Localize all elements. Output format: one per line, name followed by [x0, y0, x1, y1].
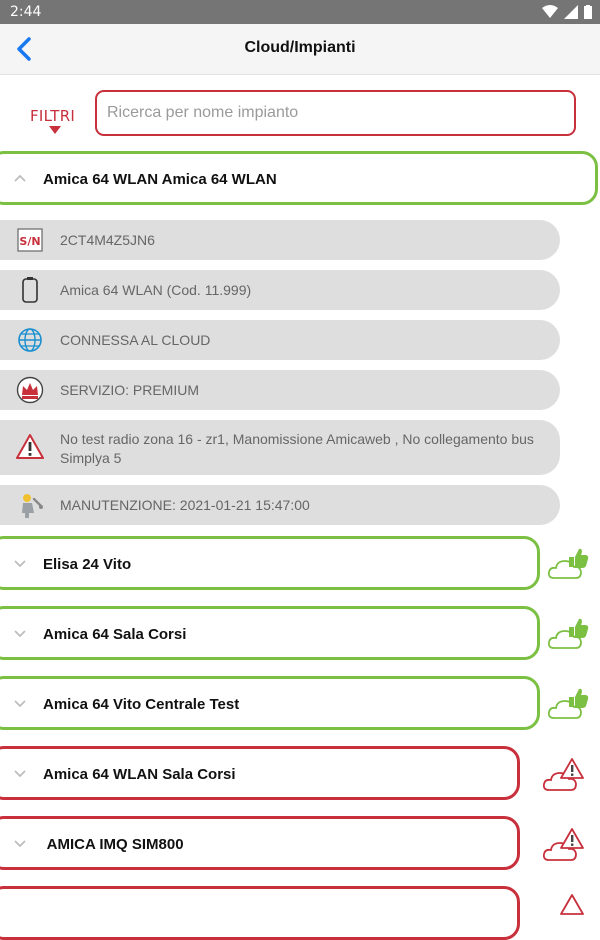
cloud-warning-icon [541, 756, 591, 796]
crown-icon [16, 376, 44, 404]
plant-name: Amica 64 Vito Centrale Test [43, 696, 240, 713]
detail-connection [0, 320, 560, 360]
status-time: 2:44 [10, 4, 42, 20]
globe-icon [16, 326, 44, 354]
plant-card[interactable] [0, 676, 540, 730]
plant-name: Amica 64 Sala Corsi [43, 626, 187, 643]
plant-name: Amica 64 WLAN Amica 64 WLAN [43, 171, 277, 188]
filters-button[interactable]: FILTRI [30, 107, 76, 125]
cloud-ok-icon [546, 686, 596, 726]
chevron-down-icon[interactable] [13, 628, 27, 638]
search-input[interactable] [95, 90, 576, 136]
warning-icon [16, 433, 44, 461]
detail-serial [0, 220, 560, 260]
filters-dropdown-icon[interactable] [49, 126, 61, 134]
detail-alarms-text: No test radio zona 16 - zr1, Manomissione Amicaweb , No collegamento bus Simplya 5 [60, 431, 534, 466]
signal-icon [564, 5, 578, 19]
device-icon [16, 276, 44, 304]
plant-card[interactable] [0, 536, 540, 590]
plant-card[interactable] [0, 816, 520, 870]
detail-connection-text: CONNESSA AL CLOUD [60, 332, 211, 348]
wifi-icon [542, 5, 558, 19]
detail-maintenance-text: MANUTENZIONE: 2021-01-21 15:47:00 [60, 497, 310, 513]
detail-alarms [0, 420, 560, 475]
detail-maintenance [0, 485, 560, 525]
chevron-down-icon[interactable] [13, 558, 27, 568]
plant-card-partial[interactable] [0, 886, 520, 940]
svg-text:S/N: S/N [19, 235, 41, 248]
status-icons [542, 4, 592, 20]
maintenance-icon [16, 491, 44, 519]
chevron-down-icon[interactable] [13, 768, 27, 778]
plant-card[interactable] [0, 746, 520, 800]
cloud-ok-icon [546, 546, 596, 586]
detail-service [0, 370, 560, 410]
plant-name: AMICA IMQ SIM800 [43, 836, 184, 853]
battery-icon [584, 5, 592, 19]
chevron-down-icon[interactable] [13, 838, 27, 848]
chevron-down-icon[interactable] [13, 698, 27, 708]
detail-model-text: Amica 64 WLAN (Cod. 11.999) [60, 282, 252, 298]
page-title: Cloud/Impianti [244, 39, 356, 56]
plant-name: Amica 64 WLAN Sala Corsi [43, 766, 236, 783]
detail-service-text: SERVIZIO: PREMIUM [60, 382, 199, 398]
app-bar [0, 24, 600, 75]
chevron-up-icon[interactable] [13, 173, 27, 183]
plant-card[interactable] [0, 606, 540, 660]
detail-model [0, 270, 560, 310]
cloud-ok-icon [546, 616, 596, 656]
status-bar [0, 0, 600, 24]
plant-name: Elisa 24 Vito [43, 556, 132, 573]
plant-card-expanded[interactable] [0, 151, 598, 205]
sn-icon [16, 226, 44, 254]
cloud-warning-icon [541, 826, 591, 866]
detail-serial-text: 2CT4M4Z5JN6 [60, 232, 155, 248]
cloud-warning-icon [541, 892, 591, 932]
